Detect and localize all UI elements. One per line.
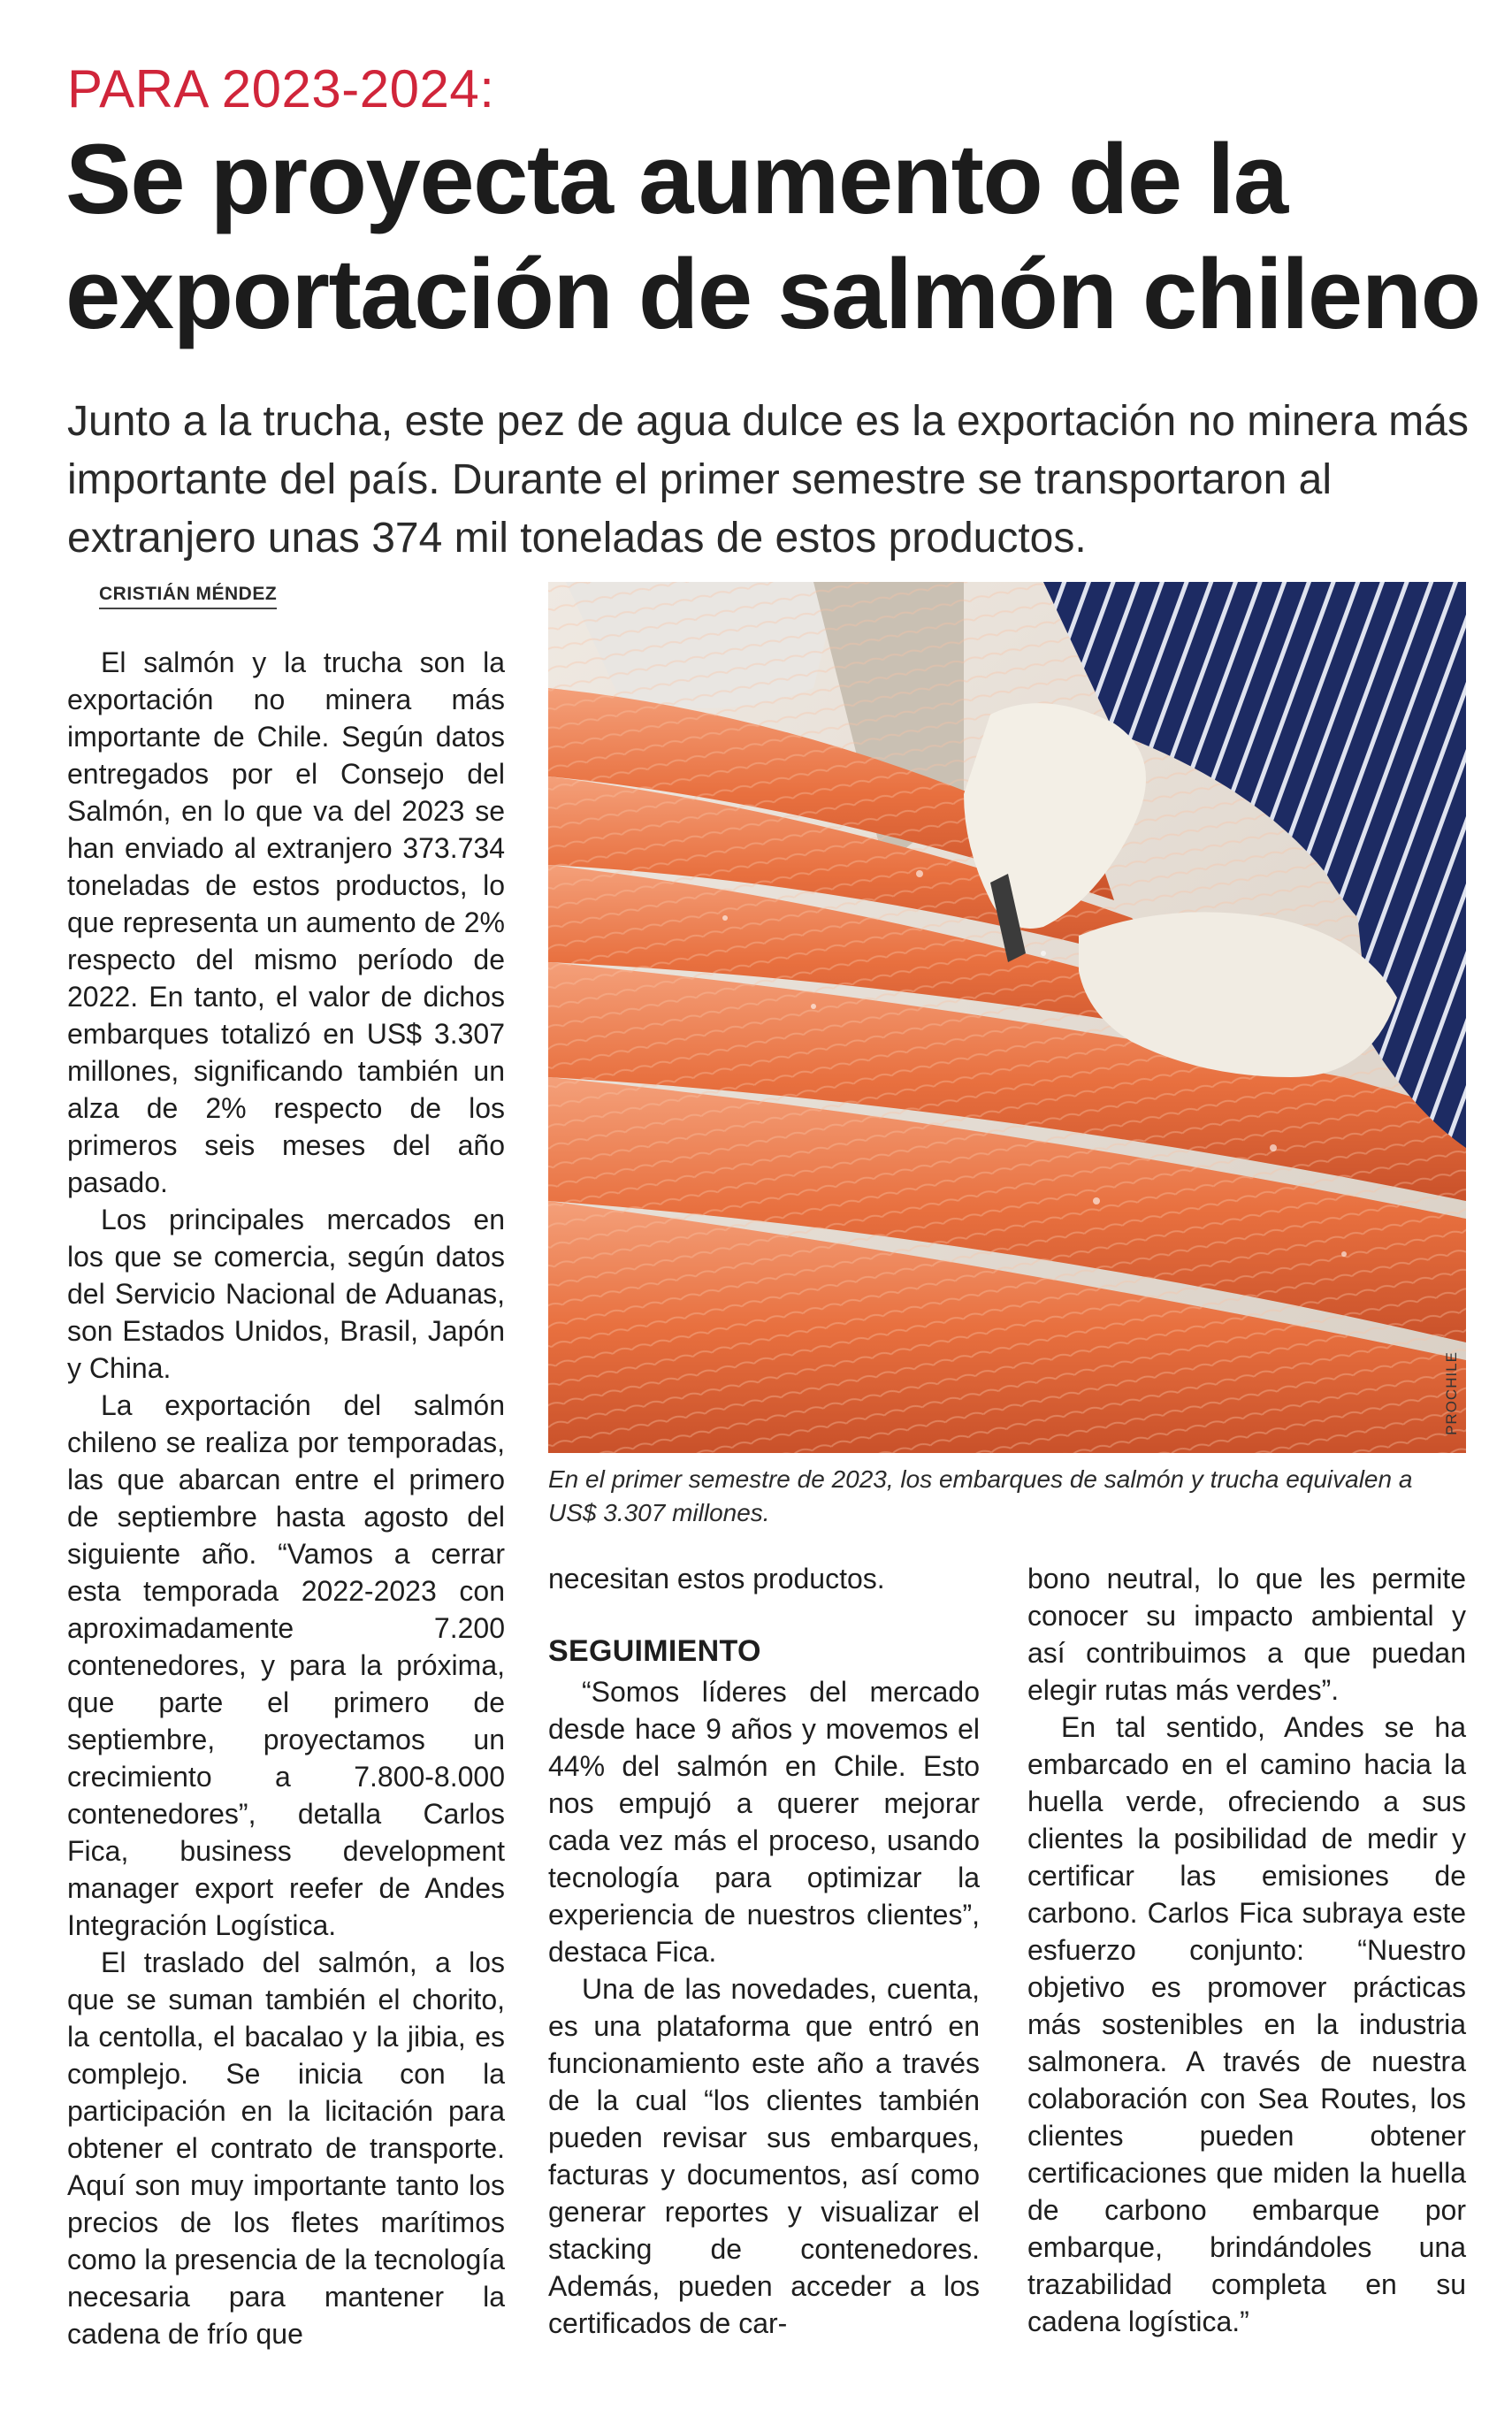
text-column-3	[1027, 1560, 1466, 2340]
body-paragraph: En tal sentido, Andes se ha embarcado en el camino hacia la huella verde, ofreciendo a sus clientes la posibilidad de medir y certificar las emisiones de carbono. Carlos Fica subraya este esfuerzo conjunto: “Nuestro objetivo es promover prácticas más sostenibles en la industria salmonera. A través de nuestra colaboración con Sea Routes, los clientes pueden obtener certificaciones que miden la huella de carbono embarque por embarque, brindándoles una trazabilidad completa en su cadena logística.”	[1027, 1711, 1466, 2337]
text-column-1	[67, 644, 505, 2352]
body-paragraph: La exportación del salmón chileno se realiza por temporadas, las que abarcan entre el primero de septiembre hasta agosto del siguiente año. “Vamos a cerrar esta temporada 2022-2023 con aproximadamente 7.200 contenedores, y para la próxima, que parte el primero de septiembre, proyectamos un crecimiento a 7.800-8.000 contenedores”, detalla Carlos Fica, business development manager export reefer de Andes Integración Logística.	[67, 1389, 505, 1941]
article-lead: Junto a la trucha, este pez de agua dulce es la exportación no minera más importante del país. Durante el primer semestre se transportaron al extranjero unas 374 mil toneladas de estos productos.	[67, 398, 1469, 562]
article-photo	[548, 582, 1466, 1453]
body-paragraph: bono neutral, lo que les permite conocer su impacto ambiental y así contribuimos a que puedan elegir rutas más verdes”.	[1027, 1563, 1466, 1706]
article-headline	[65, 122, 1480, 352]
body-paragraph: El salmón y la trucha son la exportación no minera más importante de Chile. Según datos entregados por el Consejo del Salmón, en lo que va del 2023 se han enviado al extranjero 373.734 toneladas de estos productos, lo que representa un aumento de 2% respecto del mismo período de 2022. En tanto, el valor de dichos embarques totalizó en US$ 3.307 millones, significando también un alza de 2% respecto de los primeros seis meses del año pasado.	[67, 646, 505, 1198]
body-paragraph: Los principales mercados en los que se comercia, según datos del Servicio Nacional de Aduanas, son Estados Unidos, Brasil, Japón y China.	[67, 1204, 505, 1384]
body-paragraph: “Somos líderes del mercado desde hace 9 años y movemos el 44% del salmón en Chile. Esto nos empujó a querer mejorar cada vez más el proceso, usando tecnología para optimizar la experiencia de nuestros clientes”, destaca Fica.	[548, 1676, 980, 1968]
photo-credit: PROCHILE	[1443, 1351, 1460, 1435]
body-paragraph: El traslado del salmón, a los que se suman también el chorito, la centolla, el bacalao y la jibia, es complejo. Se inicia con la participación en la licitación para obtener el contrato de transporte. Aquí son muy importante tanto los precios de los fletes marítimos como la presencia de la tecnología necesaria para mantener la cadena de frío que	[67, 1946, 505, 2350]
headline-line-1: Se proyecta aumento de la	[65, 124, 1287, 234]
photo-caption: En el primer semestre de 2023, los embarques de salmón y trucha equivalen a US$ 3.307 millones.	[548, 1465, 1413, 1526]
salmon-fillet-photo	[548, 582, 1466, 1453]
body-paragraph: necesitan estos productos.	[548, 1563, 885, 1595]
section-subhead: SEGUIMIENTO	[548, 1634, 761, 1668]
article-kicker: PARA 2023-2024:	[67, 59, 495, 119]
text-column-2	[548, 1560, 980, 2342]
article-byline: CRISTIÁN MÉNDEZ	[99, 584, 277, 609]
headline-line-2: exportación de salmón chileno	[65, 239, 1480, 349]
body-paragraph: Una de las novedades, cuenta, es una plataforma que entró en funcionamiento este año a través de la cual “los clientes también pueden revisar sus embarques, facturas y documentos, así como generar reportes y visualizar el stacking de contenedores. Además, pueden acceder a los certificados de car-	[548, 1973, 980, 2339]
